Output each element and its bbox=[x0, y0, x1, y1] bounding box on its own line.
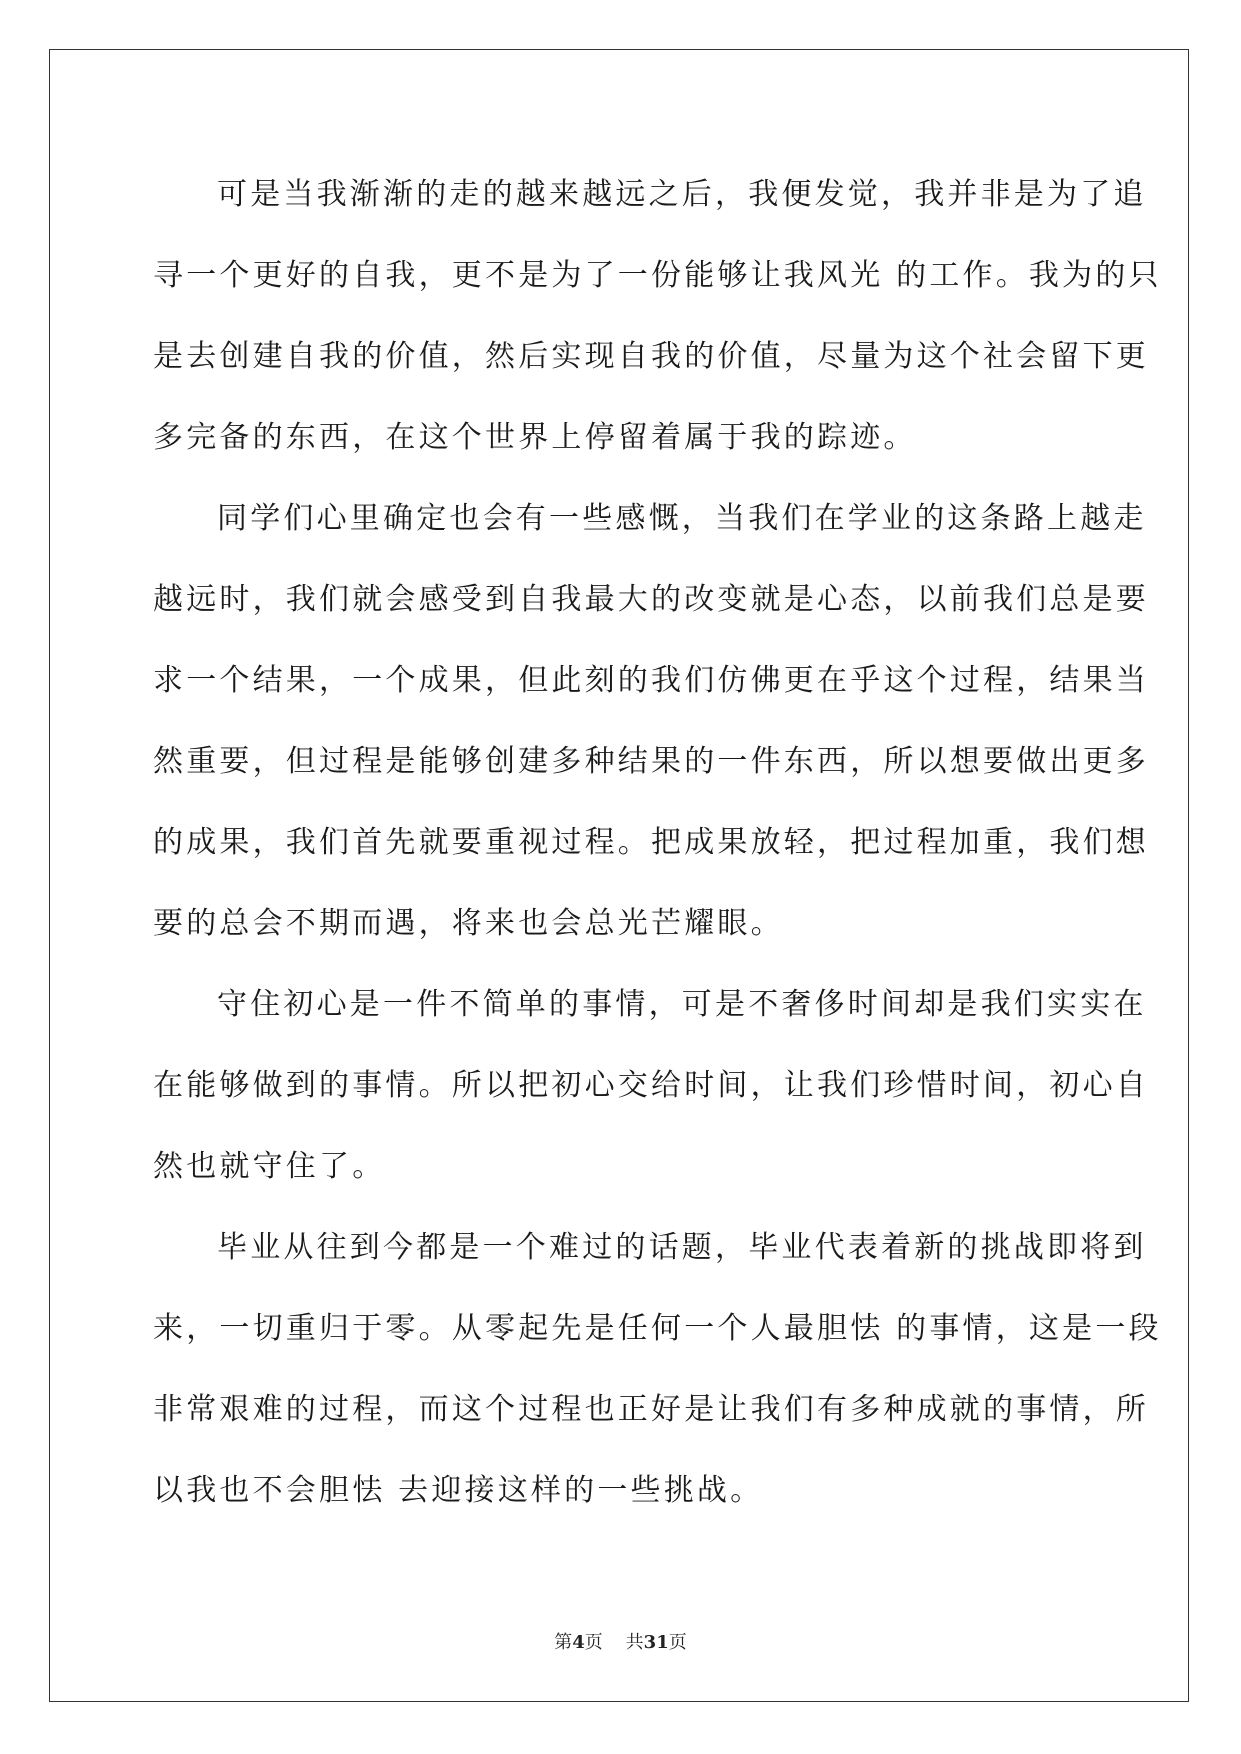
document-body bbox=[153, 150, 1162, 1527]
text-line: 越远时，我们就会感受到自我最大的改变就是心态，以前我们总是要 bbox=[153, 581, 1149, 617]
total-pages-number: 31 bbox=[643, 1632, 669, 1653]
text-line: 毕业从往到今都是一个难过的话题，毕业代表着新的挑战即将到 bbox=[217, 1229, 1147, 1265]
footer-total-prefix: 共 bbox=[625, 1632, 644, 1653]
text-line: 在能够做到的事情。所以把初心交给时间，让我们珍惜时间，初心自 bbox=[153, 1067, 1149, 1103]
footer-total-suffix: 页 bbox=[668, 1632, 687, 1653]
page-footer bbox=[0, 1628, 1241, 1654]
text-line: 的成果，我们首先就要重视过程。把成果放轻，把过程加重，我们想 bbox=[153, 824, 1149, 860]
footer-page-word: 页 bbox=[584, 1632, 603, 1653]
text-line: 来，一切重归于零。从零起先是任何一个人最胆怯 的事情，这是一段 bbox=[153, 1310, 1162, 1346]
text-line: 寻一个更好的自我，更不是为了一份能够让我风光 的工作。我为的只 bbox=[153, 257, 1162, 293]
text-line: 多完备的东西，在这个世界上停留着属于我的踪迹。 bbox=[153, 419, 917, 455]
text-line: 要的总会不期而遇，将来也会总光芒耀眼。 bbox=[153, 905, 784, 941]
text-line: 非常艰难的过程，而这个过程也正好是让我们有多种成就的事情，所 bbox=[153, 1391, 1149, 1427]
text-line: 是去创建自我的价值，然后实现自我的价值，尽量为这个社会留下更 bbox=[153, 338, 1149, 374]
text-line: 然也就守住了。 bbox=[153, 1148, 386, 1184]
text-line: 同学们心里确定也会有一些感慨，当我们在学业的这条路上越走 bbox=[217, 500, 1147, 536]
text-line: 然重要，但过程是能够创建多种结果的一件东西，所以想要做出更多 bbox=[153, 743, 1149, 779]
text-line: 可是当我渐渐的走的越来越远之后，我便发觉，我并非是为了追 bbox=[217, 176, 1147, 212]
text-line: 守住初心是一件不简单的事情，可是不奢侈时间却是我们实实在 bbox=[217, 986, 1147, 1022]
footer-prefix: 第 bbox=[554, 1632, 573, 1653]
text-line: 求一个结果，一个成果，但此刻的我们仿佛更在乎这个过程，结果当 bbox=[153, 662, 1149, 698]
current-page-number: 4 bbox=[572, 1632, 585, 1653]
text-line: 以我也不会胆怯 去迎接这样的一些挑战。 bbox=[153, 1472, 764, 1508]
